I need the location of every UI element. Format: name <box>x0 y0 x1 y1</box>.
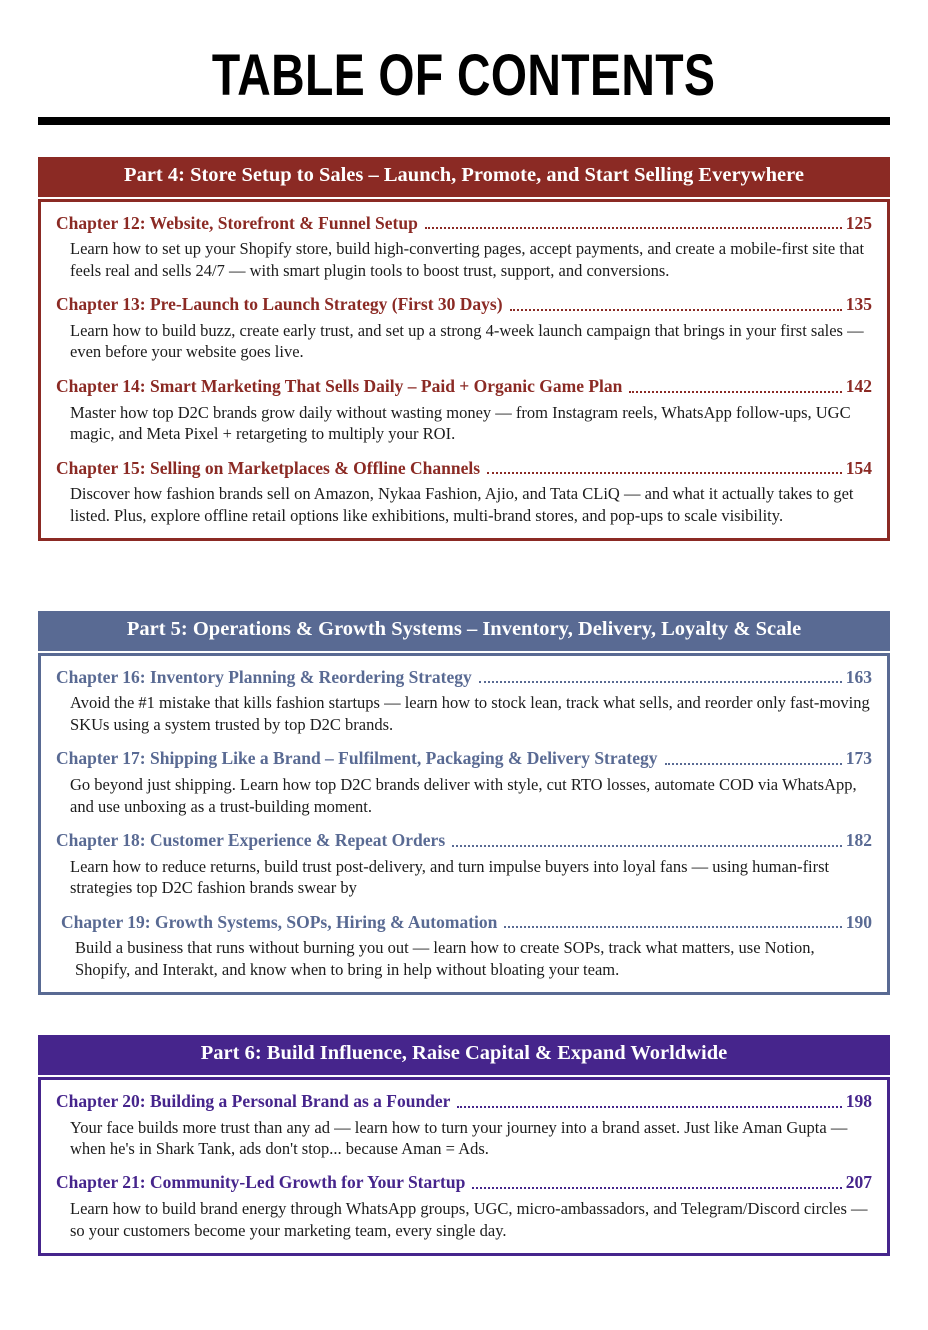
title-rule <box>38 117 890 125</box>
part-5-header: Part 5: Operations & Growth Systems – Inventory, Delivery, Loyalty & Scale <box>38 611 890 651</box>
chapter-title: Chapter 12: Website, Storefront & Funnel Setup <box>56 212 418 233</box>
chapter-title: Chapter 19: Growth Systems, SOPs, Hiring & Automation <box>61 911 498 932</box>
toc-entry-chapter-18 <box>56 829 872 899</box>
part-5-body <box>38 653 890 996</box>
dot-leader <box>629 391 841 393</box>
chapter-description: Avoid the #1 mistake that kills fashion startups — learn how to stock lean, track what sells, and reorder only fast-moving SKUs using a system trusted by top D2C brands. <box>70 693 870 734</box>
dot-leader <box>665 763 842 765</box>
chapter-page-number: 198 <box>845 1090 872 1111</box>
toc-entry-chapter-17 <box>56 747 872 817</box>
chapter-title: Chapter 16: Inventory Planning & Reordering Strategy <box>56 666 472 687</box>
dot-leader <box>425 227 842 229</box>
toc-link-chapter-18[interactable] <box>56 829 872 852</box>
chapter-page-number: 125 <box>845 212 872 233</box>
toc-entry-chapter-19 <box>56 911 872 981</box>
dot-leader <box>487 472 842 474</box>
part-section-4 <box>38 157 890 541</box>
chapter-description: Build a business that runs without burning you out — learn how to create SOPs, track what matters, use Notion, Shopify, and Interakt, and know when to bring in help without bloating your team. <box>75 938 815 979</box>
part-4-header: Part 4: Store Setup to Sales – Launch, Promote, and Start Selling Everywhere <box>38 157 890 197</box>
chapter-page-number: 207 <box>845 1172 872 1193</box>
chapter-page-number: 182 <box>845 829 872 850</box>
dot-leader <box>457 1106 841 1108</box>
toc-link-chapter-19[interactable] <box>56 911 872 934</box>
chapter-title: Chapter 20: Building a Personal Brand as a Founder <box>56 1090 451 1111</box>
dot-leader <box>510 309 842 311</box>
chapter-title: Chapter 21: Community-Led Growth for Your Startup <box>56 1172 466 1193</box>
toc-entry-chapter-21 <box>56 1171 872 1241</box>
chapter-page-number: 163 <box>845 666 872 687</box>
chapter-title: Chapter 18: Customer Experience & Repeat Orders <box>56 829 446 850</box>
toc-link-chapter-20[interactable] <box>56 1090 872 1113</box>
dot-leader <box>452 845 842 847</box>
chapter-description: Learn how to build buzz, create early trust, and set up a strong 4-week launch campaign that brings in your first sales — even before your website goes live. <box>70 321 864 362</box>
chapter-title: Chapter 13: Pre-Launch to Launch Strategy (First 30 Days) <box>56 294 503 315</box>
chapter-page-number: 135 <box>845 294 872 315</box>
chapter-page-number: 142 <box>845 375 872 396</box>
dot-leader <box>472 1187 841 1189</box>
toc-link-chapter-17[interactable] <box>56 747 872 770</box>
chapter-page-number: 190 <box>845 911 872 932</box>
toc-link-chapter-13[interactable] <box>56 293 872 316</box>
toc-entry-chapter-15 <box>56 457 872 527</box>
chapter-title: Chapter 17: Shipping Like a Brand – Fulfilment, Packaging & Delivery Strategy <box>56 748 658 769</box>
part-6-body <box>38 1077 890 1256</box>
part-6-header: Part 6: Build Influence, Raise Capital & Expand Worldwide <box>38 1035 890 1075</box>
part-4-body <box>38 199 890 542</box>
chapter-description: Go beyond just shipping. Learn how top D2C brands deliver with style, cut RTO losses, automate COD via WhatsApp, and use unboxing as a trust-building moment. <box>70 775 857 816</box>
chapter-title: Chapter 15: Selling on Marketplaces & Offline Channels <box>56 457 481 478</box>
toc-link-chapter-15[interactable] <box>56 457 872 480</box>
toc-entry-chapter-13 <box>56 293 872 363</box>
toc-entry-chapter-16 <box>56 666 872 736</box>
chapter-title: Chapter 14: Smart Marketing That Sells Daily – Paid + Organic Game Plan <box>56 375 623 396</box>
chapter-description: Your face builds more trust than any ad — learn how to turn your journey into a brand asset. Just like Aman Gupta — when he's in Shark Tank, ads don't stop... because Aman = Ads. <box>70 1117 848 1158</box>
toc-link-chapter-14[interactable] <box>56 375 872 398</box>
toc-link-chapter-12[interactable] <box>56 212 872 235</box>
dot-leader <box>479 681 842 683</box>
chapter-description: Discover how fashion brands sell on Amazon, Nykaa Fashion, Ajio, and Tata CLiQ — and what it actually takes to get listed. Plus, explore offline retail options like exhibitions, multi-brand stores, and pop-ups to scale visibility. <box>70 484 854 525</box>
toc-entry-chapter-20 <box>56 1090 872 1160</box>
toc-link-chapter-16[interactable] <box>56 666 872 689</box>
toc-entry-chapter-14 <box>56 375 872 445</box>
part-section-5 <box>38 611 890 995</box>
chapter-description: Master how top D2C brands grow daily without wasting money — from Instagram reels, WhatsApp follow-ups, UGC magic, and Meta Pixel + retargeting to multiply your ROI. <box>70 402 851 444</box>
toc-link-chapter-21[interactable] <box>56 1171 872 1194</box>
chapter-description: Learn how to reduce returns, build trust post-delivery, and turn impulse buyers into loyal fans — using human-first strategies top D2C fashion brands swear by <box>70 856 830 898</box>
page-title <box>38 43 890 108</box>
dot-leader <box>504 926 841 928</box>
chapter-page-number: 154 <box>845 457 872 478</box>
chapter-page-number: 173 <box>845 748 872 769</box>
page-title-text: TABLE OF CONTENTS <box>212 43 716 108</box>
toc-entry-chapter-12 <box>56 212 872 282</box>
chapter-description: Learn how to build brand energy through WhatsApp groups, UGC, micro-ambassadors, and Telegram/Discord circles — so your customers become your marketing team, every single day. <box>70 1199 868 1240</box>
part-section-6 <box>38 1035 890 1256</box>
chapter-description: Learn how to set up your Shopify store, build high-converting pages, accept payments, and create a mobile-first site that feels real and sells 24/7 — with smart plugin tools to boost trust, support, and conversions. <box>70 239 865 280</box>
